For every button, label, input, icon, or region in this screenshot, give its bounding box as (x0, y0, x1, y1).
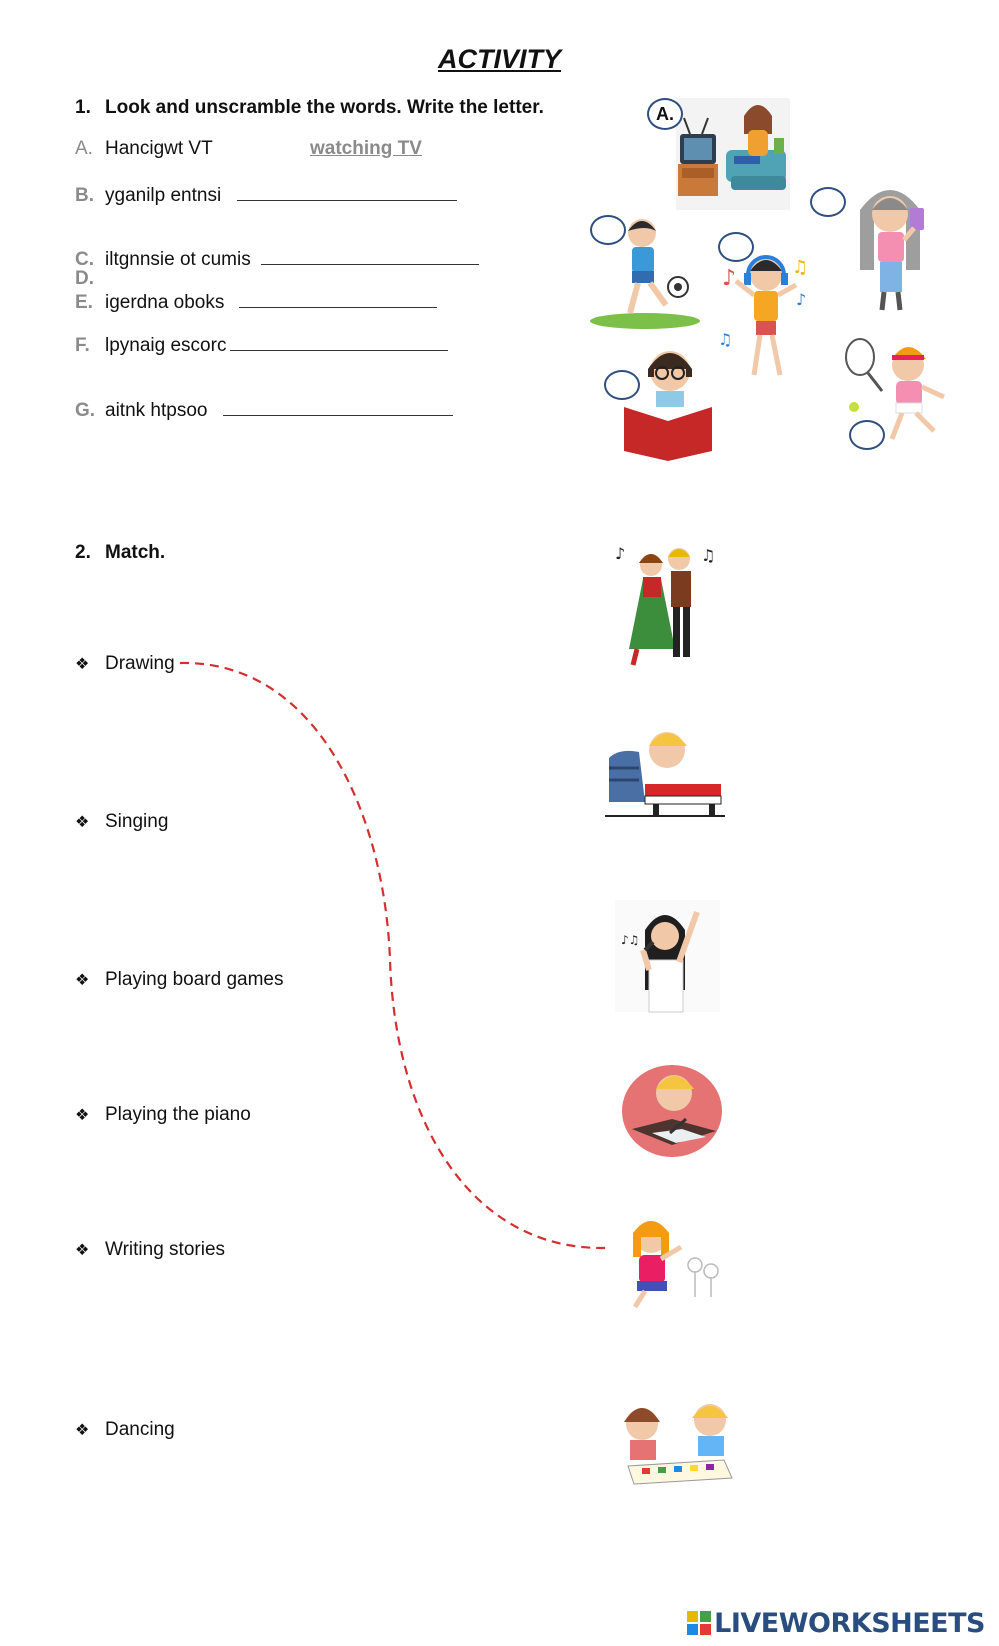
section2-heading: 2. Match. (75, 542, 166, 563)
unscramble-item-g: G. aitnk htpsoo (75, 397, 453, 422)
singing-icon (615, 900, 720, 1012)
answer-field-a[interactable]: watching TV (310, 138, 422, 159)
unscramble-item-f: F. lpynaig escorc (75, 332, 448, 357)
writing-icon (622, 1063, 722, 1158)
page-title: ACTIVITY (437, 44, 561, 74)
bullet-icon: ❖ (75, 972, 90, 989)
svg-text:♪♫: ♪♫ (621, 933, 640, 947)
liveworksheets-logo-icon (687, 1611, 711, 1635)
match-item-piano[interactable]: ❖ Playing the piano (75, 1104, 251, 1125)
unscramble-item-c: C. iltgnnsie ot cumis (75, 246, 479, 271)
match-item-board-games[interactable]: ❖ Playing board games (75, 969, 284, 990)
svg-text:♫: ♫ (701, 546, 716, 565)
answer-bubble-a[interactable]: A. (647, 98, 683, 130)
bullet-icon: ❖ (75, 656, 90, 673)
bullet-icon: ❖ (75, 814, 90, 831)
board-game-icon (612, 1400, 742, 1485)
liveworksheets-logo: LIVEWORKSHEETS (687, 1608, 985, 1639)
svg-text:♫: ♫ (718, 330, 733, 349)
svg-text:♪: ♪ (796, 290, 807, 309)
dancing-couple-icon (615, 545, 720, 670)
unscramble-item-b: B. yganilp entnsi (75, 182, 457, 207)
match-item-singing[interactable]: ❖ Singing (75, 811, 169, 832)
match-item-writing[interactable]: ❖ Writing stories (75, 1239, 226, 1260)
bullet-icon: ❖ (75, 1242, 90, 1259)
svg-text:♪: ♪ (615, 544, 626, 563)
playing-piano-icon (605, 728, 725, 818)
section1-heading: 1. Look and unscramble the words. Write the letter. (75, 97, 544, 118)
unscramble-item-d: D. (75, 268, 94, 289)
svg-text:♫: ♫ (792, 257, 809, 278)
drawing-icon (615, 1215, 725, 1310)
unscramble-item-e: E. igerdna oboks (75, 289, 437, 314)
bullet-icon: ❖ (75, 1422, 90, 1439)
svg-text:♪: ♪ (722, 266, 737, 291)
match-item-dancing[interactable]: ❖ Dancing (75, 1419, 175, 1440)
bullet-icon: ❖ (75, 1107, 90, 1124)
unscramble-item-a: A. Hancigwt VT (75, 138, 213, 159)
match-item-drawing[interactable]: ❖ Drawing (75, 653, 175, 674)
